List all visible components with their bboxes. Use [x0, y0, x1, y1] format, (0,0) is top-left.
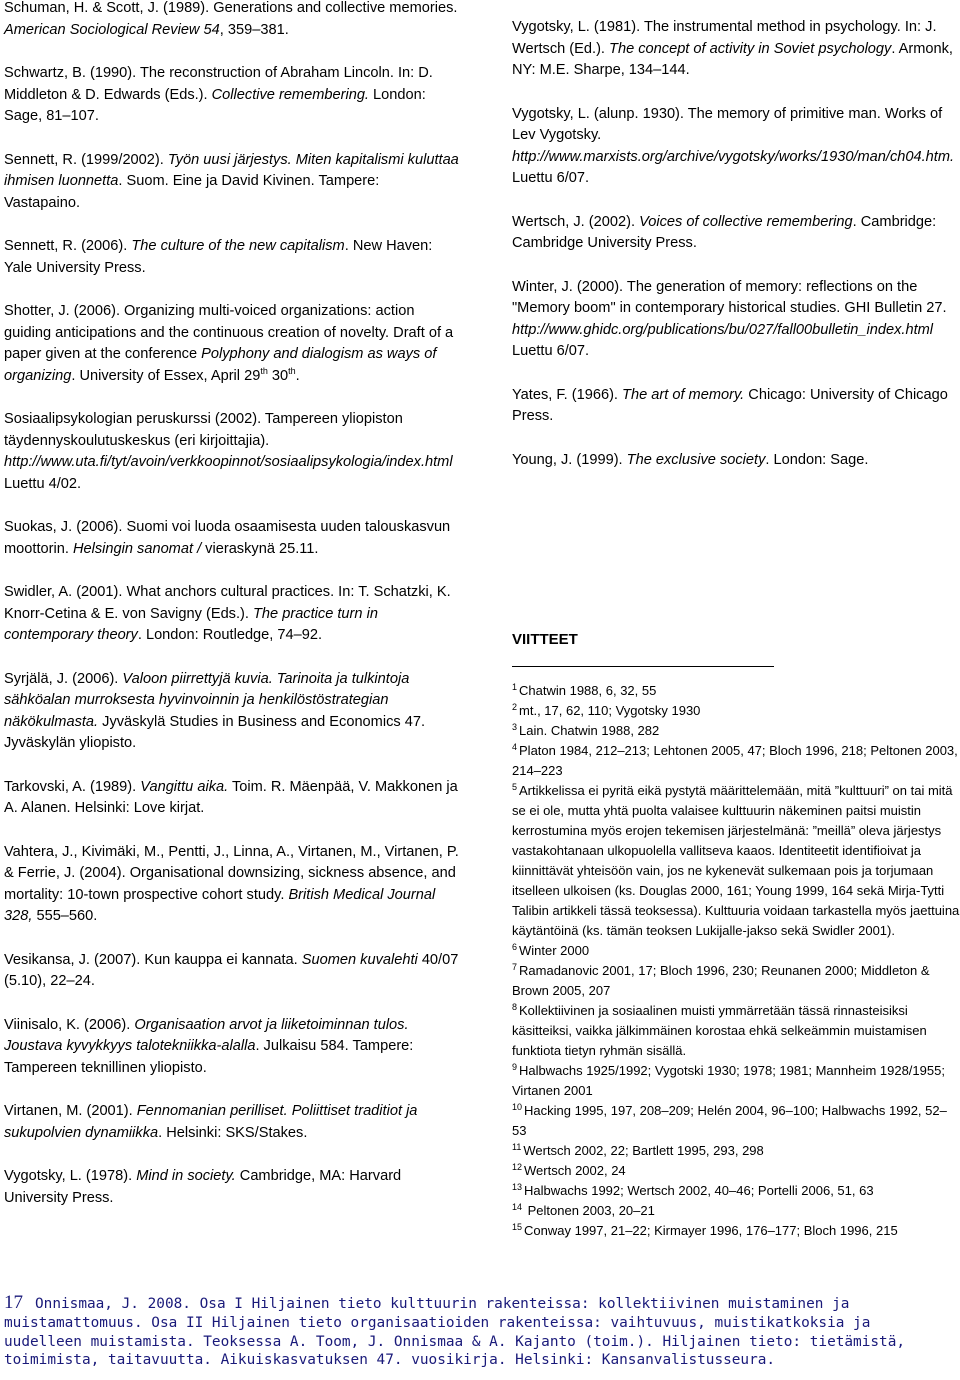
reference-entry [512, 17, 957, 82]
endnote [512, 781, 960, 941]
references-right-column [512, 17, 957, 493]
text-run: . London: Routledge, 74–92. [137, 627, 323, 643]
italic-text: http://www.ghidc.org/publications/bu/027/fall00bulletin_index.html [512, 321, 934, 338]
endnote [512, 1141, 960, 1161]
reference-entry [4, 1166, 459, 1209]
superscript-text: th [288, 365, 296, 376]
endnote [512, 1061, 960, 1101]
endnote-number: 4 [512, 741, 518, 752]
text-run: , 359–381. [219, 21, 289, 38]
italic-text: American Sociological Review 54 [4, 21, 220, 38]
text-run: . University of Essex, April 29 [71, 367, 261, 384]
endnote-number: 9 [512, 1061, 518, 1072]
text-run: Yates, F. (1966). [512, 386, 623, 403]
text-run: Vygotsky, L. (alunp. 1930). The memory of primitive man. Works of Lev Vygotsky. [512, 105, 943, 143]
text-run: Lain. Chatwin 1988, 282 [519, 723, 660, 738]
text-run: Wertsch 2002, 24 [524, 1163, 626, 1178]
text-run: Platon 1984, 212–213; Lehtonen 2005, 47; Bloch 1996, 218; Peltonen 2003, 214–223 [512, 743, 958, 778]
italic-text: Collective remembering. [211, 86, 369, 103]
text-run: Winter 2000 [519, 943, 590, 958]
endnote [512, 941, 960, 961]
reference-entry [4, 63, 459, 128]
text-run: Virtanen, M. (2001). [4, 1103, 137, 1119]
text-run: mt., 17, 62, 110; Vygotsky 1930 [519, 703, 701, 718]
reference-entry [4, 0, 459, 41]
italic-text: Vangittu aika. [140, 778, 229, 795]
text-run: Sosiaalipsykologian peruskurssi (2002). Tampereen yliopiston täydennyskoulutuskeskus (eri kirjoittajia). [4, 411, 403, 449]
endnote [512, 1001, 960, 1061]
italic-text: Fennomanian perilliset. Poliittiset traditiot ja sukupolvien dynamiikka [4, 1103, 418, 1141]
endnote-number: 13 [512, 1181, 523, 1192]
text-run: Peltonen 2003, 20–21 [524, 1203, 655, 1218]
references-left-column [4, 0, 459, 1231]
reference-entry [512, 277, 957, 363]
page-footer [4, 1294, 956, 1370]
endnote [512, 701, 960, 721]
reference-entry [4, 1015, 459, 1080]
endnote [512, 1181, 960, 1201]
text-run: Schwartz, B. (1990). The reconstruction of Abraham Lincoln. In: D. Middleton & D. Edwards (Eds.). [4, 65, 433, 103]
reference-entry [512, 450, 957, 472]
text-run: . [295, 367, 300, 384]
text-run: . Helsinki: SKS/Stakes. [158, 1124, 308, 1141]
text-run: London: Sage, 81–107. [4, 86, 426, 124]
text-run: . Cambridge: Cambridge University Press. [512, 213, 937, 251]
reference-entry [512, 104, 957, 190]
endnote-number: 3 [512, 721, 518, 732]
reference-entry [4, 842, 459, 928]
text-run: Luettu 6/07. [512, 343, 590, 359]
text-run: Luettu 6/07. [512, 170, 590, 186]
text-run: Halbwachs 1992; Wertsch 2002, 40–46; Portelli 2006, 51, 63 [524, 1183, 874, 1198]
italic-text: http://www.marxists.org/archive/vygotsky/works/1930/man/ch04.htm. [512, 148, 955, 165]
text-run: . London: Sage. [765, 451, 869, 468]
footer-citation: Onnismaa, J. 2008. Osa I Hiljainen tieto kulttuurin rakenteissa: kollektiivinen muistaminen ja muistamattomuus. Osa II Hiljainen tieto organisaatioiden rakenteissa: vaihtuvuus, muistikatkoksia ja uudelleen muistamista. Teoksessa A. Toom, J. Onnismaa & A. Kajanto (toim.). Hiljainen tieto: tietämistä, toimimista, taitavuutta. Aikuiskasvatuksen 47. vuosikirja. Helsinki: Kansanvalistusseura. [4, 1296, 906, 1369]
italic-text: Suomen kuvalehti [301, 951, 418, 968]
italic-text: The exclusive society [626, 451, 766, 468]
italic-text: Valoon piirrettyjä kuvia. Tarinoita ja tulkintoja sähköalan murroksesta hyvinvoinnin ja henkilöstöstrategian näkökulmasta. [4, 670, 410, 730]
text-run: Halbwachs 1925/1992; Vygotski 1930; 1978; 1981; Mannheim 1928/1955; Virtanen 2001 [512, 1063, 945, 1098]
text-run: . Armonk, NY: M.E. Sharpe, 134–144. [512, 40, 953, 78]
text-run: Vahtera, J., Kivimäki, M., Pentti, J., Linna, A., Virtanen, M., Virtanen, P. & Ferrie, J. (2004). Organisational downsizing, sickness absence, and mortality: 10-town prospective cohort study. [4, 843, 459, 903]
reference-entry [4, 301, 459, 387]
italic-text: Työn uusi järjestys. Miten kapitalismi kuluttaa ihmisen luonnetta [4, 151, 459, 189]
italic-text: British Medical Journal 328, [4, 886, 436, 924]
endnote [512, 961, 960, 1001]
text-run: Cambridge, MA: Harvard University Press. [4, 1168, 402, 1206]
italic-text: The culture of the new capitalism [131, 238, 345, 254]
text-run: 40/07 (5.10), 22–24. [4, 951, 459, 989]
text-run: Wertsch 2002, 22; Bartlett 1995, 293, 298 [523, 1143, 764, 1158]
text-run: Luettu 4/02. [4, 475, 82, 492]
text-run: 30 [267, 367, 289, 384]
text-run: Tarkovski, A. (1989). [4, 778, 141, 795]
endnotes-list [512, 681, 960, 1241]
text-run: Suokas, J. (2006). Suomi voi luoda osaamisesta uuden talouskasvun moottorin. [4, 519, 451, 557]
italic-text: The concept of activity in Soviet psychology [609, 40, 892, 57]
reference-entry [4, 409, 459, 495]
reference-entry [4, 517, 459, 560]
italic-text: Voices of collective remembering [639, 213, 853, 230]
text-run: Vygotsky, L. (1981). The instrumental method in psychology. In: J. Wertsch (Ed.). [512, 19, 937, 57]
italic-text: Helsingin sanomat / [72, 540, 202, 557]
page-number: 17 [4, 1292, 23, 1313]
endnotes-section [512, 630, 960, 1241]
endnote-number: 5 [512, 781, 518, 792]
text-run: . Julkaisu 584. Tampere: Tampereen teknillinen yliopisto. [4, 1038, 414, 1076]
superscript-text: th [260, 365, 268, 376]
italic-text: http://www.uta.fi/tyt/avoin/verkkoopinnot/sosiaalipsykologia/index.html [4, 454, 453, 470]
reference-entry [4, 150, 459, 215]
endnote [512, 1201, 960, 1221]
endnote-number: 10 [512, 1101, 523, 1112]
reference-entry [4, 1101, 459, 1144]
text-run: . Suom. Eine ja David Kivinen. Tampere: Vastapaino. [4, 173, 380, 211]
text-run: Chicago: University of Chicago Press. [512, 386, 948, 424]
endnotes-title: VIITTEET [512, 631, 578, 648]
endnote-number: 15 [512, 1221, 523, 1232]
text-run: Conway 1997, 21–22; Kirmayer 1996, 176–177; Bloch 1996, 215 [524, 1223, 898, 1238]
endnote-number: 14 [512, 1201, 523, 1212]
reference-entry [4, 950, 459, 993]
italic-text: käytäntöinä [512, 923, 579, 938]
text-run: Jyväskylä Studies in Business and Economics 47. Jyväskylän yliopisto. [4, 713, 426, 751]
italic-text: The art of memory. [622, 386, 745, 403]
text-run: Chatwin 1988, 6, 32, 55 [519, 683, 657, 698]
text-run: Sennett, R. (2006). [4, 238, 132, 254]
text-run: 555–560. [32, 908, 98, 924]
text-run: Wertsch, J. (2002). [512, 213, 640, 230]
endnote [512, 681, 960, 701]
text-run: Syrjälä, J. (2006). [4, 670, 123, 687]
endnote-number: 2 [512, 701, 518, 712]
endnote [512, 1221, 960, 1241]
italic-text: Mind in society. [136, 1168, 236, 1184]
text-run: Ramadanovic 2001, 17; Bloch 1996, 230; Reunanen 2000; Middleton & Brown 2005, 207 [512, 963, 930, 998]
text-run: Shotter, J. (2006). Organizing multi-voiced organizations: action guiding anticipations and the continuous creation of novelty. Draft of a paper given at the conference [4, 303, 454, 362]
text-run: Vesikansa, J. (2007). Kun kauppa ei kannata. [4, 951, 302, 968]
text-run: . New Haven: Yale University Press. [4, 238, 433, 276]
text-run: Toim. R. Mäenpää, V. Makkonen ja A. Alanen. Helsinki: Love kirjat. [4, 778, 458, 816]
italic-text: Polyphony and dialogism as ways of organizing [4, 346, 437, 384]
endnote-number: 7 [512, 961, 518, 972]
endnote [512, 741, 960, 781]
italic-text: The practice turn in contemporary theory [4, 605, 378, 643]
endnote-number: 8 [512, 1001, 518, 1012]
endnote-number: 11 [512, 1141, 522, 1152]
text-run: (ks. tämän teoksen Lukijalle-jakso sekä Swidler 2001). [578, 923, 895, 938]
text-run: Vygotsky, L. (1978). [4, 1168, 137, 1184]
endnote [512, 1101, 960, 1141]
reference-entry [4, 236, 459, 279]
reference-entry [512, 212, 957, 255]
text-run: Sennett, R. (1999/2002). [4, 151, 168, 168]
text-run: Young, J. (1999). [512, 451, 627, 468]
endnote [512, 721, 960, 741]
text-run: vieraskynä 25.11. [201, 540, 319, 557]
endnote-number: 1 [512, 681, 518, 692]
italic-text: Organisaation arvot ja liiketoiminnan tulos. Joustava kyvykkyys talotekniikka-alalla [4, 1016, 409, 1054]
text-run: Swidler, A. (2001). What anchors cultural practices. In: T. Schatzki, K. Knorr-Cetina & E. von Savigny (Eds.). [4, 584, 451, 622]
reference-entry [512, 385, 957, 428]
endnote [512, 1161, 960, 1181]
endnote-number: 12 [512, 1161, 523, 1172]
text-run: Hacking 1995, 197, 208–209; Helén 2004, 96–100; Halbwachs 1992, 52–53 [512, 1103, 947, 1138]
reference-entry [4, 669, 459, 755]
reference-entry [4, 582, 459, 647]
reference-entry [4, 777, 459, 820]
text-run: Artikkelissa ei pyritä eikä pystytä määrittelemään, mitä ”kulttuuri” on tai mitä se ei ole, mutta yhtä puolta valaisee kulttuurin näkeminen paitsi muistin kerrostumina myös erojen tekemisen järjestelmänä: ”meillä” oleva järjestys vastakohtanaan ulkopuolella vallitseva kaaos. Identiteetit identifioivat ja kiinnittävät yhteisöön vain, jos ne kykenevät sulkemaan pois ja torjumaan itselleen ulkoisen (ks. Douglas 2000, 161; Young 1999, 164 sekä Mirja-Tytti Talibin artikkeli tässä teoksessa). Kulttuuria voidaan tarkastella myös jaettuina [512, 783, 960, 918]
endnote-number: 6 [512, 941, 518, 952]
text-run: Winter, J. (2000). The generation of memory: reflections on the "Memory boom" in contemporary historical studies. GHI Bulletin 27. [512, 278, 947, 316]
text-run: Schuman, H. & Scott, J. (1989). Generations and collective memories. [4, 0, 458, 16]
text-run: Viinisalo, K. (2006). [4, 1016, 135, 1033]
endnotes-divider [512, 666, 774, 667]
text-run: Kollektiivinen ja sosiaalinen muisti ymmärretään tässä rinnasteisiksi käsitteiksi, vaikka jälkimmäinen korostaa ehkä selkeämmin muistamisen funktiota tietyn ryhmän sisällä. [512, 1003, 927, 1058]
